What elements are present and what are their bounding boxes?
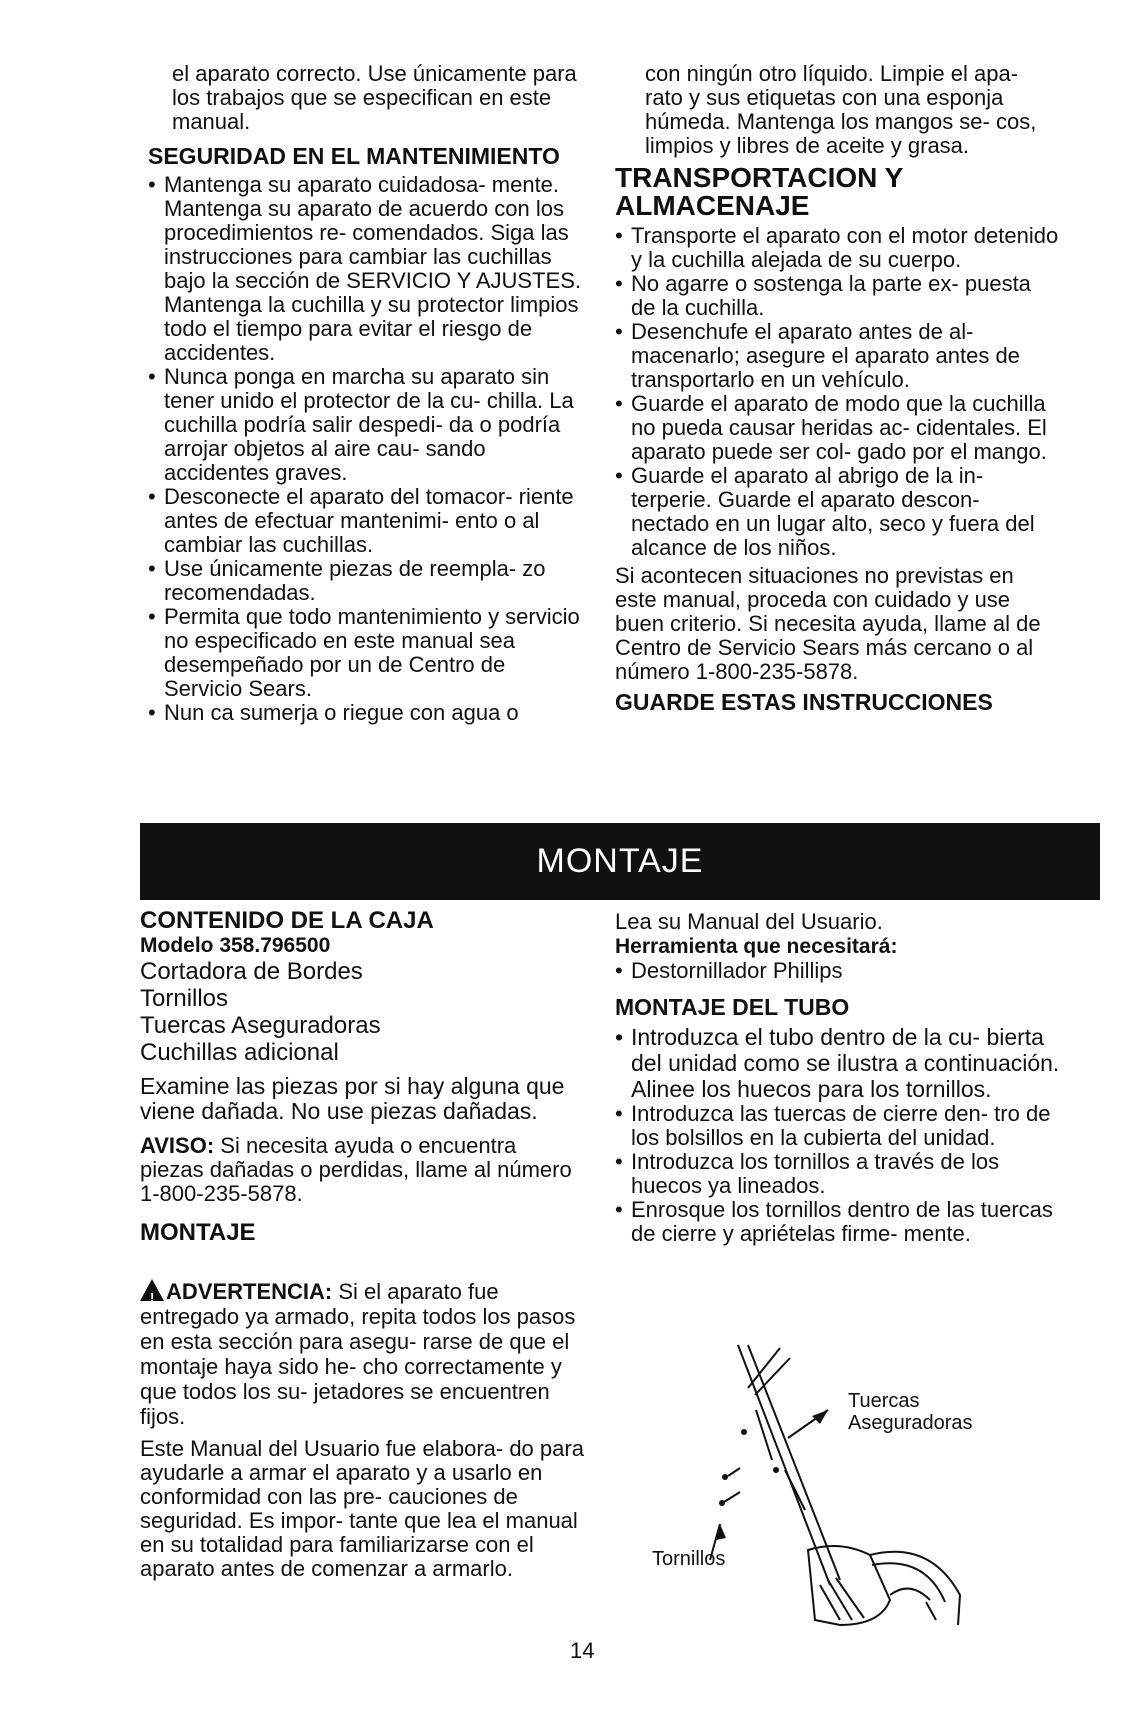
box-contents-heading: CONTENIDO DE LA CAJA — [140, 907, 434, 934]
list-item: Tornillos — [140, 985, 229, 1012]
list-item: Cortadora de Bordes — [140, 958, 363, 985]
list-item: • Introduzca los tornillos a través de los huecos ya lineados. — [615, 1150, 1070, 1198]
aviso-label: AVISO: — [140, 1133, 215, 1158]
list-item: • Transporte el aparato con el motor detenido y la cuchilla alejada de su cuerpo. — [615, 224, 1060, 272]
nuts-label-line1: Tuercas — [848, 1390, 920, 1412]
list-item: • Desconecte el aparato del tomacor- riente antes de efectuar mantenimi- ento o al cambiar las cuchillas. — [148, 485, 588, 557]
list-item: Tuercas Aseguradoras — [140, 1012, 381, 1039]
list-item: • No agarre o sostenga la parte ex- puesta de la cuchilla. — [615, 272, 1060, 320]
warning-paragraph — [140, 1279, 585, 1429]
tube-steps — [615, 1024, 1070, 1246]
tool-list — [615, 959, 1070, 983]
nuts-label — [848, 1390, 973, 1434]
nuts-label-line2: Aseguradoras — [848, 1412, 973, 1434]
aviso-text: Si necesita ayuda o encuentra piezas dañadas o perdidas, llame al número 1-800-235-5878. — [140, 1133, 572, 1206]
banner-title: MONTAJE — [536, 842, 704, 880]
bottom-right-column — [615, 910, 1070, 1246]
read-manual-text: Lea su Manual del Usuario. — [615, 909, 883, 934]
list-item: • Guarde el aparato al abrigo de la in- terperie. Guarde el aparato descon- nectado en un lugar alto, seco y fuera del alcance de los niños. — [615, 464, 1060, 560]
page-number: 14 — [570, 1638, 595, 1663]
list-item: • Use únicamente piezas de reempla- zo recomendadas. — [148, 557, 588, 605]
warning-text: Si el aparato fue entregado ya armado, repita todos los pasos en esta sección para asegu- rarse de que el montaje haya sido he- cho correctamente y que todos los su- jetadores se encuentren fijos. — [140, 1279, 576, 1429]
list-item: • Desenchufe el aparato antes de al- macenarlo; asegure el aparato antes de transportarlo en un vehículo. — [615, 320, 1060, 392]
screws-label: Tornillos — [652, 1548, 726, 1570]
closing-text: Si acontecen situaciones no previstas en este manual, proceda con cuidado y use buen criterio. Si necesita ayuda, llame al de Centro de Servicio Sears más cercano o al número 1-800-235-5878. — [615, 563, 1041, 684]
maintenance-heading: SEGURIDAD EN EL MANTENIMIENTO — [148, 143, 560, 169]
bottom-left-column — [140, 908, 585, 1581]
warning-label: ADVERTENCIA: — [166, 1279, 333, 1304]
tool-heading: Herramienta que necesitará: — [615, 935, 898, 958]
aviso-paragraph — [140, 1134, 585, 1206]
list-item: • Enrosque los tornillos dentro de las tuercas de cierre y apriételas firme- mente. — [615, 1198, 1070, 1246]
manual-text: Este Manual del Usuario fue elabora- do para ayudarle a armar el aparato y a usarlo en conformidad con las pre- cauciones de seguridad. Es impor- tante que lea el manual en su totalidad para familiarizarse con el aparato antes de comenzar a armarlo. — [140, 1436, 584, 1581]
section-banner — [140, 823, 1100, 900]
list-item: Cuchillas adicional — [140, 1039, 339, 1066]
list-item: • Destornillador Phillips — [615, 959, 1070, 983]
warning-icon: ! — [140, 1279, 164, 1301]
model-number: Modelo 358.796500 — [140, 934, 331, 957]
transport-list — [615, 224, 1060, 560]
list-item: • Mantenga su aparato cuidadosa- mente. Mantenga su aparato de acuerdo con los procedimientos re- comendados. Siga las instrucciones para cambiar las cuchillas bajo la sección de SERVICIO Y AJUSTES. Mantenga la cuchilla y su protector limpios todo el tiempo para evitar el riesgo de accidentes. — [148, 173, 588, 365]
list-item: • Introduzca el tubo dentro de la cu- bierta del unidad como se ilustra a continuación. Alinee los huecos para los tornillos. — [615, 1024, 1070, 1102]
transport-heading: TRANSPORTACION Y ALMACENAJE — [615, 162, 903, 221]
tube-assembly-illustration — [640, 1340, 980, 1640]
top-left-column — [148, 62, 588, 725]
list-item: • Introduzca las tuercas de cierre den- tro de los bolsillos en la cubierta del unidad. — [615, 1102, 1070, 1150]
contents-list — [140, 958, 585, 1066]
examine-text: Examine las piezas por si hay alguna que viene dañada. No use piezas dañadas. — [140, 1073, 565, 1124]
tube-heading: MONTAJE DEL TUBO — [615, 994, 850, 1020]
list-item: • Nunca ponga en marcha su aparato sin tener unido el protector de la cu- chilla. La cuchilla podría salir despedi- da o podría arrojar objetos al aire cau- sando accidentes graves. — [148, 365, 588, 485]
intro-text: con ningún otro líquido. Limpie el apa- rato y sus etiquetas con una esponja húmeda. Mantenga los mangos se- cos, limpios y libres de aceite y grasa. — [645, 61, 1037, 158]
list-item: • Guarde el aparato de modo que la cuchilla no pueda causar heridas ac- cidentales. El aparato puede ser col- gado por el mango. — [615, 392, 1060, 464]
list-item: • Permita que todo mantenimiento y servicio no especificado en este manual sea desempeñado por un de Centro de Servicio Sears. — [148, 605, 588, 701]
montaje-heading: MONTAJE — [140, 1219, 256, 1246]
list-item: • Nun ca sumerja o riegue con agua o — [148, 701, 588, 725]
maintenance-list — [148, 173, 588, 725]
save-instructions: GUARDE ESTAS INSTRUCCIONES — [615, 689, 993, 715]
top-right-column — [615, 62, 1060, 715]
intro-text: el aparato correcto. Use únicamente para los trabajos que se especifican en este manual. — [172, 61, 577, 134]
